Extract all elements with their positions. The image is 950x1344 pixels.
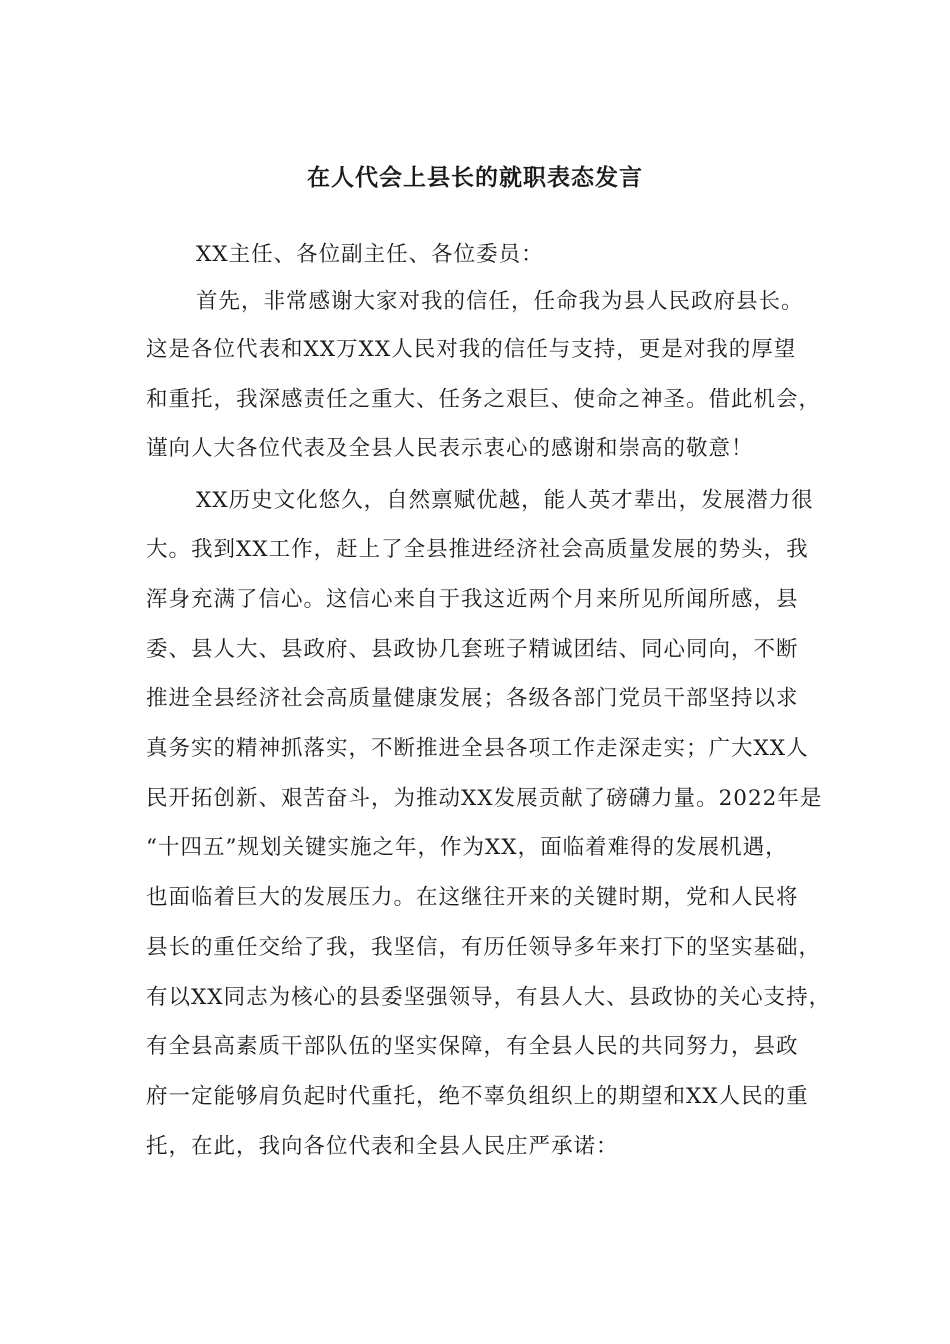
paragraph-line: 大。我到XX工作，赶上了全县推进经济社会高质量发展的势头，我 <box>146 537 809 562</box>
paragraph-line: 谨向人大各位代表及全县人民表示衷心的感谢和崇高的敬意！ <box>146 436 754 461</box>
document-title: 在人代会上县长的就职表态发言 <box>307 164 643 191</box>
paragraph-line: XX历史文化悠久，自然禀赋优越，能人英才辈出，发展潜力很 <box>196 488 814 513</box>
paragraph-line: 民开拓创新、艰苦奋斗，为推动XX发展贡献了磅礴力量。2022年是 <box>146 786 823 811</box>
paragraph-line: 也面临着巨大的发展压力。在这继往开来的关键时期，党和人民将 <box>146 885 799 910</box>
paragraph-line: 这是各位代表和XX万XX人民对我的信任与支持，更是对我的厚望 <box>146 337 797 362</box>
paragraph-line: “十四五”规划关键实施之年，作为XX，面临着难得的发展机遇， <box>146 835 788 860</box>
paragraph-line: 委、县人大、县政府、县政协几套班子精诚团结、同心同向，不断 <box>146 637 799 662</box>
paragraph-line: 首先，非常感谢大家对我的信任，任命我为县人民政府县长。 <box>196 289 804 314</box>
paragraph-line: 托，在此，我向各位代表和全县人民庄严承诺： <box>146 1134 619 1159</box>
paragraph-line: 府一定能够肩负起时代重托，绝不辜负组织上的期望和XX人民的重 <box>146 1084 809 1109</box>
paragraph-line: 浑身充满了信心。这信心来自于我这近两个月来所见所闻所感，县 <box>146 587 799 612</box>
paragraph-line: 有以XX同志为核心的县委坚强领导，有县人大、县政协的关心支持， <box>146 985 832 1010</box>
paragraph-line: 和重托，我深感责任之重大、任务之艰巨、使命之神圣。借此机会， <box>146 387 822 412</box>
paragraph-line: 真务实的精神抓落实，不断推进全县各项工作走深走实；广大XX人 <box>146 736 809 761</box>
paragraph-line: 推进全县经济社会高质量健康发展；各级各部门党员干部坚持以求 <box>146 686 799 711</box>
salutation: XX主任、各位副主任、各位委员： <box>196 242 544 267</box>
paragraph-line: 县长的重任交给了我，我坚信，有历任领导多年来打下的坚实基础， <box>146 935 822 960</box>
paragraph-line: 有全县高素质干部队伍的坚实保障，有全县人民的共同努力，县政 <box>146 1034 799 1059</box>
